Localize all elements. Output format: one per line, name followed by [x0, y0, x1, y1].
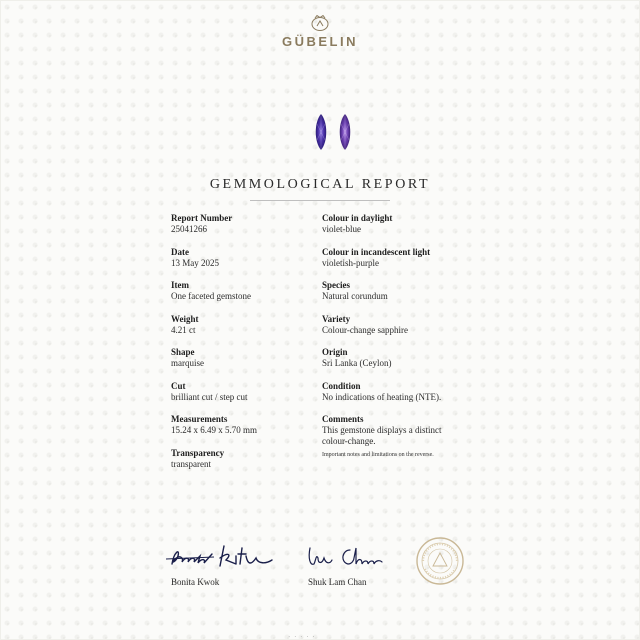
field-label: Transparency: [171, 447, 225, 458]
signer-name-2: Shuk Lam Chan: [308, 577, 367, 587]
field-weight: [171, 314, 311, 348]
signature-bonita-kwok: [166, 542, 276, 572]
title-divider: [250, 200, 390, 201]
field-label: Variety: [322, 313, 351, 324]
embossed-seal-icon: [415, 536, 465, 586]
footer-mark: · · · · ·: [288, 633, 316, 640]
field-label: Comments: [322, 414, 364, 424]
field-value: transparent: [171, 458, 211, 469]
field-value: 25041266: [171, 224, 207, 234]
field-label: Cut: [171, 380, 186, 391]
field-label: Item: [171, 280, 189, 290]
field-transparency: [171, 448, 311, 482]
field-date: [171, 247, 311, 281]
brand-name: GÜBELIN: [282, 34, 358, 49]
field-origin: [322, 347, 472, 381]
field-variety: [322, 314, 472, 348]
monogram-icon: [310, 14, 330, 32]
field-value: This gemstone displays a distinct: [322, 425, 442, 435]
gemstone-image: [309, 112, 359, 152]
field-value: 13 May 2025: [171, 257, 219, 268]
field-label: Condition: [322, 380, 361, 391]
gem-daylight: [316, 114, 327, 150]
field-colour-incandescent: [322, 247, 472, 281]
field-label: Measurements: [171, 414, 228, 424]
left-column: [171, 213, 311, 481]
field-label: Weight: [171, 313, 199, 324]
field-value: Colour-change sapphire: [322, 324, 409, 335]
field-item: [171, 280, 311, 314]
field-colour-daylight: [322, 213, 472, 247]
reverse-notes-text: Important notes and limitations on the reverse.: [322, 452, 434, 458]
field-value: 4.21 ct: [171, 324, 196, 335]
field-value: violet-blue: [322, 224, 361, 234]
field-label: Colour in daylight: [322, 213, 393, 223]
field-measurements: [171, 414, 311, 448]
field-label: Origin: [322, 347, 348, 357]
field-label: Species: [322, 280, 350, 290]
field-condition: [322, 381, 472, 415]
signer-name-1: Bonita Kwok: [171, 577, 220, 587]
field-label: Report Number: [171, 213, 233, 223]
field-label: Colour in incandescent light: [322, 246, 431, 257]
field-species: [322, 280, 472, 314]
report-title: GEMMOLOGICAL REPORT: [209, 177, 431, 192]
right-column: [322, 213, 472, 459]
field-cut: [171, 381, 311, 415]
field-value: Sri Lanka (Ceylon): [322, 358, 392, 368]
gem-incandescent: [340, 114, 351, 150]
field-value: One faceted gemstone: [171, 291, 251, 301]
field-label: Date: [171, 246, 189, 257]
field-value: violetish-purple: [322, 257, 379, 268]
field-value: marquise: [171, 358, 204, 368]
field-value: 15.24 x 6.49 x 5.70 mm: [171, 425, 258, 435]
signature-shuk-lam-chan: [306, 542, 386, 572]
field-value: Natural corundum: [322, 291, 388, 301]
field-report-number: [171, 213, 311, 247]
field-shape: [171, 347, 311, 381]
field-comments: [322, 414, 472, 459]
field-value: No indications of heating (NTE).: [322, 391, 442, 402]
field-label: Shape: [171, 347, 195, 357]
field-value: brilliant cut / step cut: [171, 391, 248, 402]
gubelin-logo: [0, 14, 640, 49]
field-value-continued: colour-change.: [322, 436, 376, 446]
